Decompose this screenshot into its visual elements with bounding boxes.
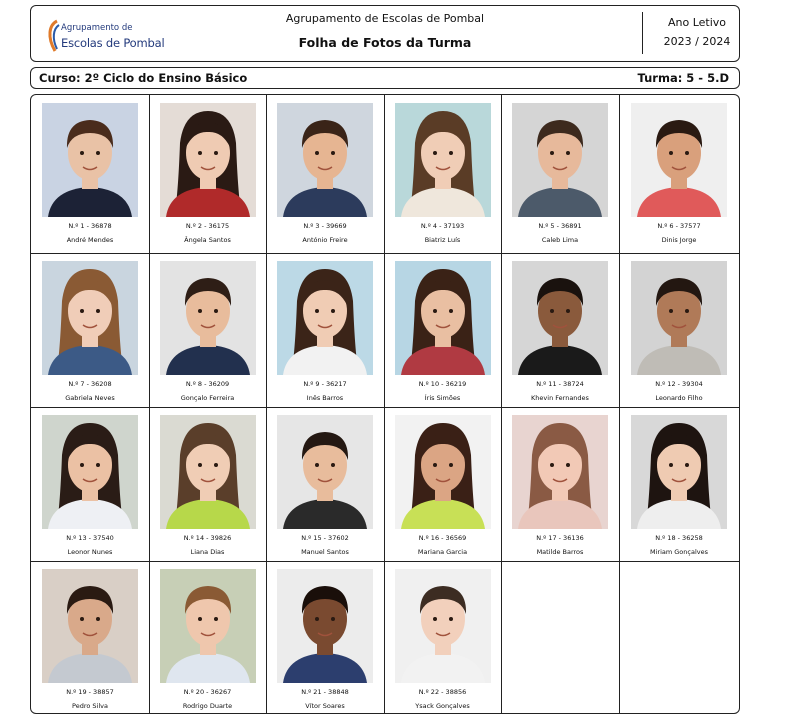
student-name: Inês Barros xyxy=(306,394,344,402)
student-card xyxy=(619,407,739,561)
student-card xyxy=(384,253,501,407)
student-name: Vítor Soares xyxy=(305,702,345,710)
student-name: Gabriela Neves xyxy=(65,394,115,402)
student-number: N.º 12 - 39304 xyxy=(655,380,703,388)
student-photo xyxy=(160,103,256,217)
student-name: Leonor Nunes xyxy=(67,548,113,556)
student-card xyxy=(501,95,619,253)
student-photo xyxy=(631,261,727,375)
student-photo xyxy=(160,569,256,683)
student-number: N.º 9 - 36217 xyxy=(303,380,347,388)
student-photo xyxy=(160,415,256,529)
student-name: Liana Dias xyxy=(190,548,225,556)
student-number: N.º 1 - 36878 xyxy=(68,222,112,230)
student-photo xyxy=(631,415,727,529)
student-photo xyxy=(160,261,256,375)
student-card xyxy=(501,253,619,407)
student-name: Ysack Gonçalves xyxy=(415,702,470,710)
student-card xyxy=(266,407,384,561)
student-photo xyxy=(42,103,138,217)
student-number: N.º 3 - 39669 xyxy=(303,222,347,230)
student-card xyxy=(619,253,739,407)
student-number: N.º 6 - 37577 xyxy=(657,222,701,230)
student-name: Íris Simões xyxy=(424,394,461,402)
student-name: Khevin Fernandes xyxy=(531,394,589,402)
student-photo xyxy=(395,569,491,683)
school-name: Agrupamento de Escolas de Pombal xyxy=(285,12,485,25)
student-name: Ângela Santos xyxy=(184,236,231,244)
student-photo xyxy=(512,261,608,375)
student-name: Biatriz Luís xyxy=(424,236,461,244)
student-photo xyxy=(395,103,491,217)
student-photo xyxy=(512,103,608,217)
student-number: N.º 10 - 36219 xyxy=(418,380,467,388)
student-name: Leonardo Filho xyxy=(655,394,703,402)
student-card xyxy=(266,95,384,253)
student-number: N.º 13 - 37540 xyxy=(66,534,114,542)
course-label: Curso: 2º Ciclo do Ensino Básico xyxy=(39,71,248,85)
student-name: André Mendes xyxy=(66,236,114,244)
logo-line2: Escolas de Pombal xyxy=(61,36,165,50)
student-number: N.º 19 - 38857 xyxy=(66,688,114,696)
student-number: N.º 17 - 36136 xyxy=(536,534,584,542)
student-number: N.º 16 - 36569 xyxy=(418,534,467,542)
student-card xyxy=(384,95,501,253)
student-name: Mariana Garcia xyxy=(417,548,468,556)
school-year-label: Ano Letivo xyxy=(667,16,727,29)
student-photo xyxy=(395,415,491,529)
student-card xyxy=(149,561,266,713)
student-card xyxy=(384,407,501,561)
student-photo xyxy=(42,261,138,375)
student-name: António Freire xyxy=(302,236,348,244)
student-card xyxy=(149,407,266,561)
student-photo xyxy=(277,415,373,529)
student-card xyxy=(266,561,384,713)
student-number: N.º 4 - 37193 xyxy=(420,222,465,230)
class-label: Turma: 5 - 5.D xyxy=(637,71,729,85)
student-photo xyxy=(395,261,491,375)
student-number: N.º 15 - 37602 xyxy=(301,534,349,542)
student-name: Dinis Jorge xyxy=(661,236,697,244)
student-photo xyxy=(631,103,727,217)
photo-grid xyxy=(30,94,740,714)
student-name: Miriam Gonçalves xyxy=(649,548,708,556)
student-card xyxy=(31,95,149,253)
page-title: Folha de Fotos da Turma xyxy=(298,35,472,50)
student-number: N.º 7 - 36208 xyxy=(68,380,112,388)
student-name: Caleb Lima xyxy=(541,236,579,244)
school-year-value: 2023 / 2024 xyxy=(663,35,731,48)
student-photo xyxy=(277,261,373,375)
student-photo xyxy=(512,415,608,529)
student-photo xyxy=(277,103,373,217)
logo-line1: Agrupamento de xyxy=(61,23,133,33)
header-divider xyxy=(642,12,643,54)
student-photo xyxy=(42,415,138,529)
student-name: Manuel Santos xyxy=(301,548,349,556)
student-number: N.º 20 - 36267 xyxy=(183,688,232,696)
student-number: N.º 14 - 39826 xyxy=(183,534,232,542)
student-card xyxy=(31,407,149,561)
student-card xyxy=(619,95,739,253)
student-number: N.º 8 - 36209 xyxy=(185,380,230,388)
student-name: Matilde Barros xyxy=(536,548,584,556)
student-card xyxy=(501,407,619,561)
student-card xyxy=(31,253,149,407)
student-number: N.º 18 - 36258 xyxy=(655,534,703,542)
student-card xyxy=(31,561,149,713)
student-name: Pedro Silva xyxy=(72,702,108,710)
header-box xyxy=(30,5,740,62)
student-card xyxy=(149,95,266,253)
student-number: N.º 5 - 36891 xyxy=(538,222,582,230)
student-photo xyxy=(277,569,373,683)
student-number: N.º 21 - 38848 xyxy=(301,688,349,696)
student-name: Rodrigo Duarte xyxy=(182,702,233,710)
course-bar xyxy=(30,67,740,89)
student-number: N.º 22 - 38856 xyxy=(418,688,467,696)
student-number: N.º 2 - 36175 xyxy=(185,222,230,230)
student-card xyxy=(149,253,266,407)
student-photo xyxy=(42,569,138,683)
student-card xyxy=(384,561,501,713)
student-number: N.º 11 - 38724 xyxy=(536,380,584,388)
student-card xyxy=(266,253,384,407)
student-name: Gonçalo Ferreira xyxy=(180,394,235,402)
